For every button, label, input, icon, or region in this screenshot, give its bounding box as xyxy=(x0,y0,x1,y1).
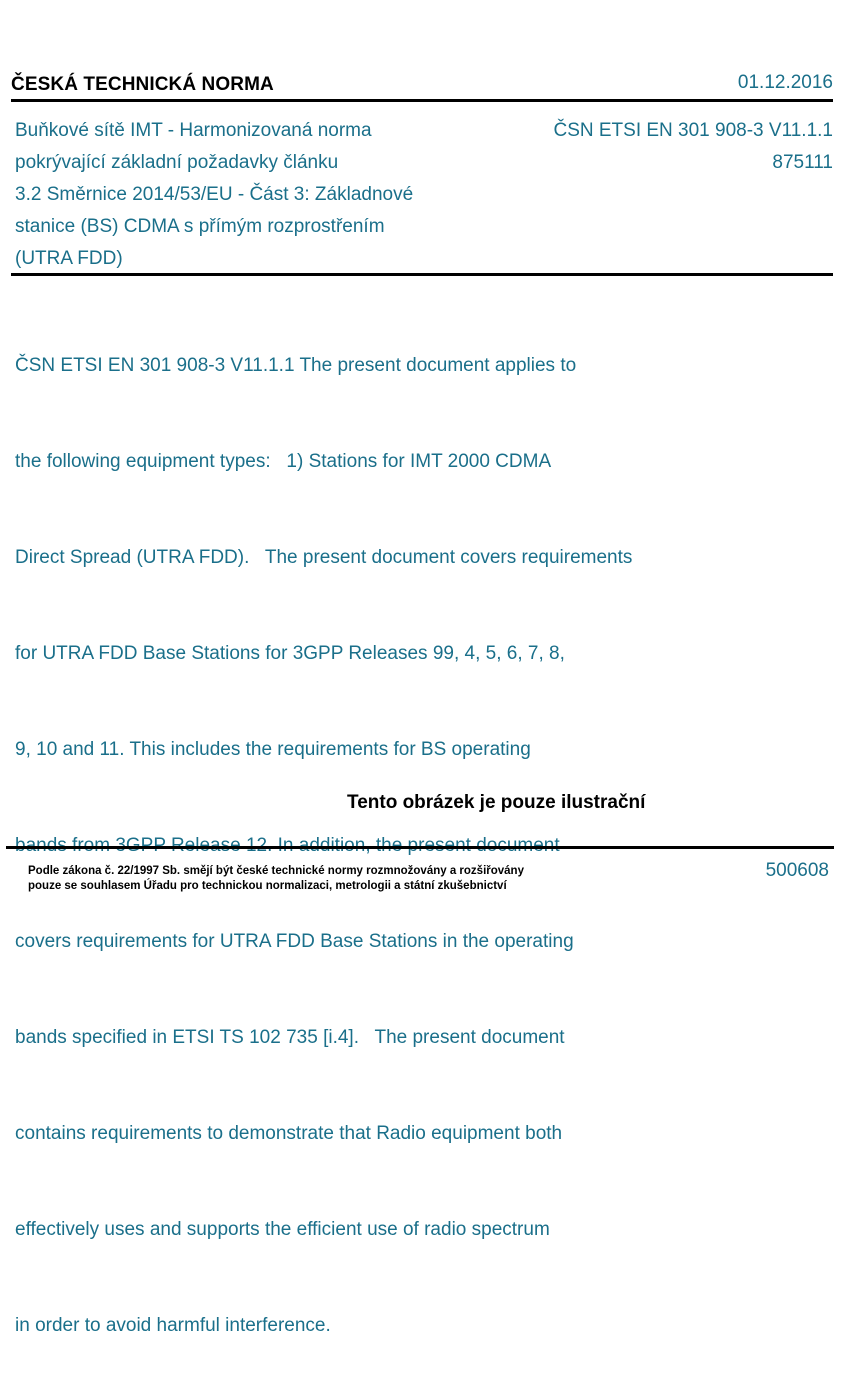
document-title-line: (UTRA FDD) xyxy=(15,248,123,269)
title-divider xyxy=(11,273,833,276)
abstract-line: contains requirements to demonstrate that Radio equipment both xyxy=(15,1123,563,1144)
legal-notice xyxy=(28,864,524,894)
illustration-notice: Tento obrázek je pouze ilustrační xyxy=(347,792,646,813)
document-title-line: 3.2 Směrnice 2014/53/EU - Část 3: Základnové xyxy=(15,184,414,205)
abstract-line: Direct Spread (UTRA FDD). The present document covers requirements xyxy=(15,547,633,568)
abstract-line: ČSN ETSI EN 301 908-3 V11.1.1 The present document applies to xyxy=(15,355,577,376)
abstract-line: effectively uses and supports the efficient use of radio spectrum xyxy=(15,1219,550,1240)
abstract-line: bands specified in ETSI TS 102 735 [i.4]. The present document xyxy=(15,1027,565,1048)
standard-id: ČSN ETSI EN 301 908-3 V11.1.1 xyxy=(553,120,833,141)
document-title xyxy=(15,115,495,275)
header-divider xyxy=(11,99,833,102)
standard-header-title: ČESKÁ TECHNICKÁ NORMA xyxy=(11,74,274,95)
document-title-line: stanice (BS) CDMA s přímým rozprostřením xyxy=(15,216,385,237)
abstract-line: the following equipment types: 1) Stations for IMT 2000 CDMA xyxy=(15,451,552,472)
legal-notice-line: pouze se souhlasem Úřadu pro technickou normalizaci, metrologii a státní zkušebnictví xyxy=(28,880,507,892)
footer-divider xyxy=(6,846,834,849)
document-title-line: Buňkové sítě IMT - Harmonizovaná norma xyxy=(15,120,372,141)
abstract-line: bands from 3GPP Release 12. In addition, the present document xyxy=(15,835,560,856)
abstract-line: covers requirements for UTRA FDD Base Stations in the operating xyxy=(15,931,574,952)
abstract-line: 9, 10 and 11. This includes the requirements for BS operating xyxy=(15,739,531,760)
abstract-line: for UTRA FDD Base Stations for 3GPP Releases 99, 4, 5, 6, 7, 8, xyxy=(15,643,565,664)
footer-code: 500608 xyxy=(765,860,829,881)
document-identifiers xyxy=(553,115,833,179)
catalog-number: 875111 xyxy=(772,152,833,173)
document-title-line: pokrývající základní požadavky článku xyxy=(15,152,339,173)
publication-date: 01.12.2016 xyxy=(737,72,833,93)
legal-notice-line: Podle zákona č. 22/1997 Sb. smějí být české technické normy rozmnožovány a rozšiřovány xyxy=(28,865,524,877)
abstract-line: in order to avoid harmful interference. xyxy=(15,1315,331,1336)
abstract xyxy=(15,286,735,1374)
